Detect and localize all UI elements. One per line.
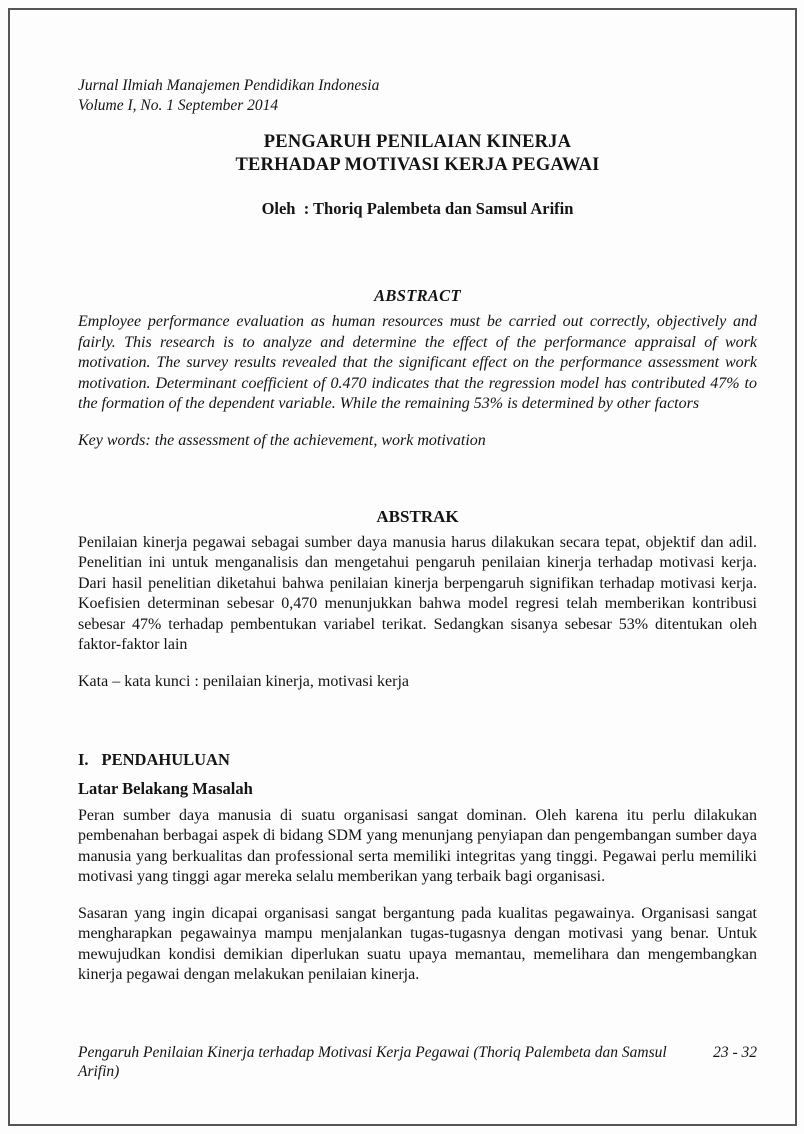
abstract-heading-english: ABSTRACT [374, 286, 461, 305]
body-paragraph-2: Sasaran yang ingin dicapai organisasi sangat bergantung pada kualitas pegawainya. Organisasi sangat mengharapkan pegawainya mampu menjalankan tugas-tugasnya dengan motivasi yang benar. Untuk mewujudkan kondisi demikian diperlukan suatu upaya memantau, memelihara dan mengembangkan kinerja pegawai dengan melakukan penilaian kinerja. [78, 904, 757, 983]
article-title-line-1: PENGARUH PENILAIAN KINERJA [263, 132, 572, 152]
section-heading-pendahuluan [78, 751, 757, 768]
page-content [78, 0, 757, 1002]
body-paragraph-1: Peran sumber daya manusia di suatu organisasi sangat dominan. Oleh karena itu perlu dilakukan pembenahan berbagai aspek di bidang SDM yang menunjang penyiapan dan pengembangan sumber daya manusia yang berkualitas dan professional serta memiliki integritas yang tinggi. Pegawai perlu memiliki motivasi yang tinggi agar mereka selalu memberikan yang terbaik bagi organisasi. [78, 806, 757, 885]
abstract-body-indonesian: Penilaian kinerja pegawai sebagai sumber daya manusia harus dilakukan secara tepat, objektif dan adil. Penelitian ini untuk menganalisis dan mengetahui pengaruh penilaian kinerja terhadap motivasi kerja. Dari hasil penelitian diketahui bahwa penilaian kinerja berpengaruh signifikan terhadap motivasi kerja. Koefisien determinan sebesar 0,470 menunjukkan bahwa model regresi telah memberikan kontribusi sebesar 47% terhadap pembentukan variabel terikat. Sedangkan sisanya sebesar 53% ditentukan oleh faktor-faktor lain [78, 533, 757, 653]
article-title [78, 131, 757, 177]
section-heading-label: PENDAHULUAN [101, 749, 230, 769]
keywords-english: Key words: the assessment of the achievement, work motivation [78, 431, 486, 449]
abstract-heading-indonesian: ABSTRAK [376, 506, 459, 526]
footer-running-title: Pengaruh Penilaian Kinerja terhadap Motivasi Kerja Pegawai (Thoriq Palembeta dan Samsul Arifin) [78, 1044, 667, 1080]
keywords-indonesian: Kata – kata kunci : penilaian kinerja, motivasi kerja [78, 672, 409, 690]
section-number: I. [78, 749, 89, 769]
journal-name: Jurnal Ilmiah Manajemen Pendidikan Indonesia [78, 77, 380, 94]
journal-volume: Volume I, No. 1 September 2014 [78, 97, 279, 114]
subsection-heading-latar-belakang: Latar Belakang Masalah [78, 778, 253, 798]
journal-header [78, 76, 757, 116]
author-byline: Oleh : Thoriq Palembeta dan Samsul Arifin [261, 199, 574, 218]
article-title-line-2: TERHADAP MOTIVASI KERJA PEGAWAI [235, 155, 600, 175]
abstract-body-english: Employee performance evaluation as human resources must be carried out correctly, objectively and fairly. This research is to analyze and determine the effect of the performance appraisal of work motivation. The survey results revealed that the significant effect on the performance assessment work motivation. Determinant coefficient of 0.470 indicates that the regression model has contributed 47% to the formation of the dependent variable. While the remaining 53% is determined by other factors [78, 313, 757, 412]
page-footer [78, 1043, 757, 1081]
footer-page-range: 23 - 32 [713, 1044, 757, 1061]
